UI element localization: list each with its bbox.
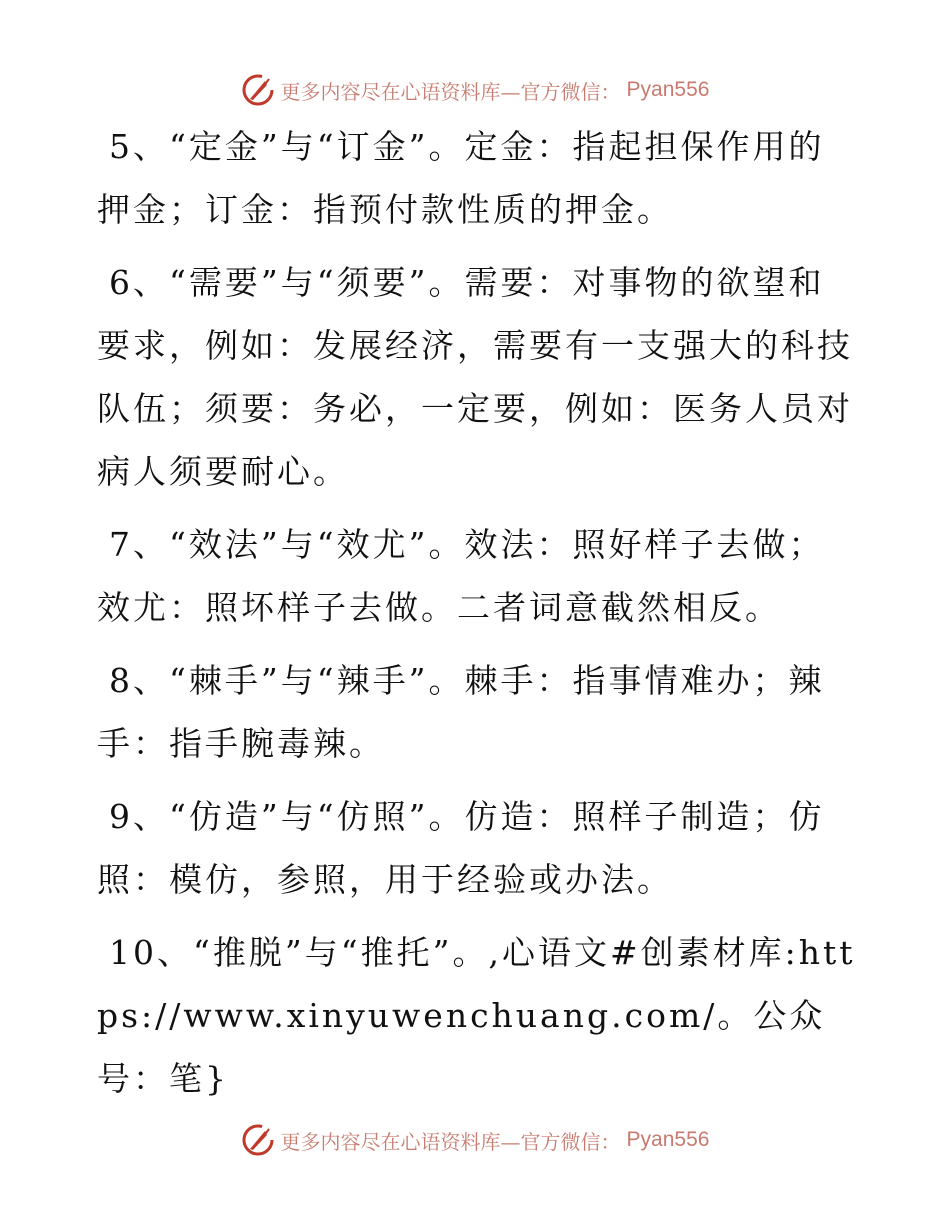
footer-banner [0,1120,950,1160]
paragraph-6: 6、“需要”与“须要”。需要：对事物的欲望和要求，例如：发展经济，需要有一支强大的科技队伍；须要：务必，一定要，例如：医务人员对病人须要耐心。 [97,263,853,491]
document-body [97,115,857,1120]
paragraph-5: 5、“定金”与“订金”。定金：指起担保作用的押金；订金：指预付款性质的押金。 [97,127,825,229]
footer-slogan: 更多内容尽在心语资料库—官方微信： [280,1129,621,1154]
paragraph-8: 8、“棘手”与“辣手”。棘手：指事情难办；辣手：指手腕毒辣。 [97,661,825,763]
red-feather-pen-logo-icon [241,1123,275,1157]
paragraph-7: 7、“效法”与“效尤”。效法：照好样子去做；效尤：照坏样子去做。二者词意截然相反。 [97,525,825,627]
paragraph-9: 9、“仿造”与“仿照”。仿造：照样子制造；仿照：模仿，参照，用于经验或办法。 [97,797,825,899]
header-banner [0,70,950,110]
header-slogan: 更多内容尽在心语资料库—官方微信： [280,79,621,104]
red-feather-pen-logo-icon [241,73,275,107]
footer-wechat-id: Pyan556 [626,1128,710,1151]
header-wechat-id: Pyan556 [626,78,710,101]
paragraph-10: 10、“推脱”与“推托”。,心语文#创素材库:https://www.xinyuwenchuang.com/。公众号：笔} [97,933,856,1098]
